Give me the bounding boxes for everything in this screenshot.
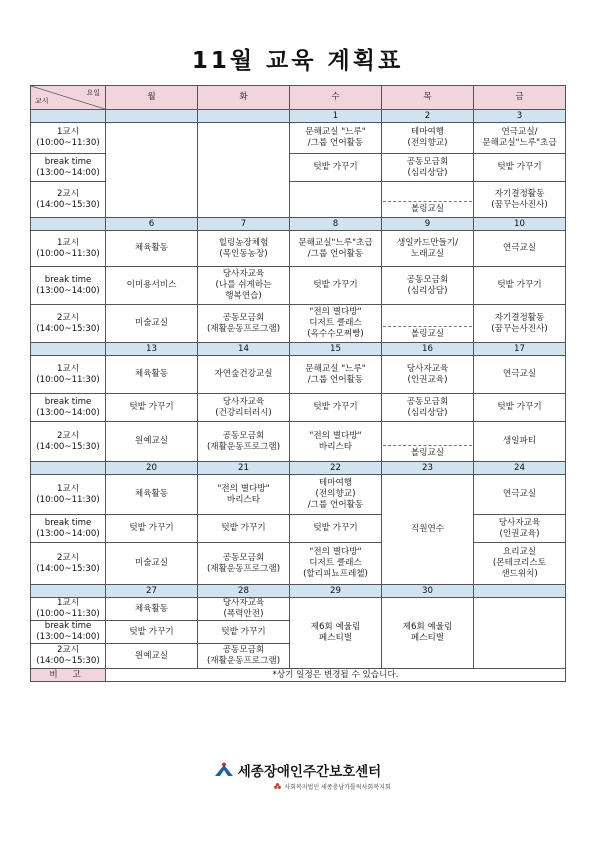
activity-cell: 당사자교육 (폭력안전) <box>198 598 290 621</box>
week3-bt-row <box>31 394 566 422</box>
period-2-label: 2교시 (14:00~15:30) <box>31 543 106 585</box>
day-wed: 수 <box>290 86 382 110</box>
week3-p1-row <box>31 356 566 394</box>
activity-cell: "전의 별다방" 디저트 클래스 (할리피뇨프레첼) <box>290 543 382 585</box>
break-time-label: break time (13:00~14:00) <box>31 394 106 422</box>
org-name: 세종장애인주간보호센터 <box>237 764 382 780</box>
date-cell: 16 <box>382 343 474 356</box>
activity-cell: 생일카드만들기/ 노래교실 <box>382 231 474 267</box>
activity-cell: 연극교실 <box>474 356 566 394</box>
date-cell <box>198 110 290 123</box>
activity-cell: 연극교실 <box>474 231 566 267</box>
page-title: 11월 교육 계획표 <box>191 48 404 74</box>
activity-cell: 텃밭 가꾸기 <box>290 515 382 543</box>
date-cell: 23 <box>382 462 474 475</box>
activity-cell: 텃밭 가꾸기 <box>474 154 566 182</box>
note-label: 비 고 <box>31 669 106 682</box>
date-blank <box>31 585 106 598</box>
activity-cell: 원예교실 <box>106 644 198 669</box>
activity-cell: 요리교실 (몬테크리스토 샌드위치) <box>474 543 566 585</box>
date-cell: 2 <box>382 110 474 123</box>
gyosi-label: 교시 <box>35 97 49 105</box>
period-2-label: 2교시 (14:00~15:30) <box>31 182 106 218</box>
schedule-table <box>30 85 566 682</box>
activity-cell: 테마여행 (전의향교) /그룹 언어활동 <box>290 475 382 515</box>
activity-cell: 체육활동 <box>106 231 198 267</box>
week4-bt-row <box>31 515 566 543</box>
week2-p2-row <box>31 305 566 343</box>
activity-cell: 자기결정활동 (꿈꾸는사진사) <box>474 305 566 343</box>
period-1-label: 1교시 (10:00~11:30) <box>31 123 106 154</box>
sub-org-row <box>70 782 595 791</box>
week5-p1-row <box>31 598 566 621</box>
break-time-label: break time (13:00~14:00) <box>31 515 106 543</box>
activity-cell: 당사자교육 (인권교육) <box>382 356 474 394</box>
activity-cell: 제6회 예울림 페스티벌 <box>290 598 382 669</box>
activity-cell: "전의 별다방" 디저트 클래스 (옥수수모찌빵) <box>290 305 382 343</box>
activity-cell <box>290 182 382 218</box>
sub-org-name: 사회복지법인 세종충남가톨릭사회복지회 <box>284 784 391 791</box>
activity-cell: 당사자교육 (나를 쉬게하는 행복연습) <box>198 267 290 305</box>
activity-cell: 당사자교육 (건강리터러시) <box>198 394 290 422</box>
week2-date-row <box>31 218 566 231</box>
period-2-label: 2교시 (14:00~15:30) <box>31 305 106 343</box>
yoil-label: 요일 <box>86 89 100 97</box>
sejong-center-logo-icon <box>214 762 234 778</box>
activity-cell: 텃밭 가꾸기 <box>474 394 566 422</box>
flower-emblem-icon <box>274 783 281 790</box>
date-cell: 3 <box>474 110 566 123</box>
date-cell: 14 <box>198 343 290 356</box>
activity-cell: 체육활동 <box>106 356 198 394</box>
week1-date-row <box>31 110 566 123</box>
activity-cell: 연극교실/ 문해교실"느루"초급 <box>474 123 566 154</box>
activity-cell: 미술교실 <box>106 305 198 343</box>
week5-date-row <box>31 585 566 598</box>
split-top <box>383 182 472 202</box>
activity-cell: 공동모금회 (재활운동프로그램) <box>198 644 290 669</box>
split-bottom: 볼링교실 <box>410 204 445 214</box>
activity-cell: 텃밭 가꾸기 <box>474 267 566 305</box>
date-blank <box>31 462 106 475</box>
period-1-label: 1교시 (10:00~11:30) <box>31 475 106 515</box>
break-time-label: break time (13:00~14:00) <box>31 621 106 644</box>
activity-cell: 힐링농장체험 (목인동농장) <box>198 231 290 267</box>
activity-cell: 자기결정활동 (꿈꾸는사진사) <box>474 182 566 218</box>
activity-cell: 생일파티 <box>474 422 566 462</box>
activity-cell: 텃밭 가꾸기 <box>198 515 290 543</box>
activity-cell: 제6회 예울림 페스티벌 <box>382 598 474 669</box>
activity-cell: 체육활동 <box>106 598 198 621</box>
header-row <box>31 86 566 110</box>
date-cell: 27 <box>106 585 198 598</box>
activity-cell: 연극교실 <box>474 475 566 515</box>
date-cell: 9 <box>382 218 474 231</box>
activity-cell <box>106 123 198 218</box>
activity-cell: 체육활동 <box>106 475 198 515</box>
activity-cell: 공동모금회 (재활운동프로그램) <box>198 422 290 462</box>
date-cell: 21 <box>198 462 290 475</box>
activity-cell: 공동모금회 (재활운동프로그램) <box>198 543 290 585</box>
week2-bt-row <box>31 267 566 305</box>
date-blank <box>31 110 106 123</box>
day-thu: 목 <box>382 86 474 110</box>
week4-date-row <box>31 462 566 475</box>
activity-cell: 공동모금회 (심리상담) <box>382 267 474 305</box>
date-cell: 13 <box>106 343 198 356</box>
week3-p2-row <box>31 422 566 462</box>
activity-cell: 공동모금회 (심리상담) <box>382 154 474 182</box>
activity-cell: 문해교실 "느루" /그룹 언어활동 <box>290 356 382 394</box>
date-blank <box>31 343 106 356</box>
date-cell: 15 <box>290 343 382 356</box>
activity-cell: 미술교실 <box>106 543 198 585</box>
week2-p1-row <box>31 231 566 267</box>
activity-cell: 원예교실 <box>106 422 198 462</box>
activity-cell: 당사자교육 (인권교육) <box>474 515 566 543</box>
split-top <box>383 305 472 327</box>
date-cell: 8 <box>290 218 382 231</box>
date-cell: 30 <box>382 585 474 598</box>
activity-cell: 이미용서비스 <box>106 267 198 305</box>
day-mon: 월 <box>106 86 198 110</box>
activity-cell: 텃밭 가꾸기 <box>290 267 382 305</box>
date-cell: 20 <box>106 462 198 475</box>
week4-p1-row <box>31 475 566 515</box>
period-2-label: 2교시 (14:00~15:30) <box>31 422 106 462</box>
corner-cell <box>31 86 106 110</box>
activity-cell: 텃밭 가꾸기 <box>198 621 290 644</box>
break-time-label: break time (13:00~14:00) <box>31 267 106 305</box>
date-blank <box>31 218 106 231</box>
week1-p1-row <box>31 123 566 154</box>
date-cell: 10 <box>474 218 566 231</box>
date-cell: 6 <box>106 218 198 231</box>
date-cell: 17 <box>474 343 566 356</box>
activity-cell: 텃밭 가꾸기 <box>290 394 382 422</box>
day-fri: 금 <box>474 86 566 110</box>
period-1-label: 1교시 (10:00~11:30) <box>31 356 106 394</box>
activity-cell: 텃밭 가꾸기 <box>290 154 382 182</box>
footer <box>0 760 595 791</box>
date-cell: 1 <box>290 110 382 123</box>
note-row <box>31 669 566 682</box>
activity-cell: 자연숲건강교실 <box>198 356 290 394</box>
activity-cell: 공동모금회 (재활운동프로그램) <box>198 305 290 343</box>
activity-cell-split <box>382 182 474 218</box>
org-row <box>0 760 595 780</box>
date-cell: 28 <box>198 585 290 598</box>
split-bottom: 볼링교실 <box>410 448 445 458</box>
date-cell: 24 <box>474 462 566 475</box>
activity-cell-split <box>382 422 474 462</box>
date-cell <box>474 585 566 598</box>
note-text: *상기 일정은 변경될 수 있습니다. <box>106 669 566 682</box>
week3-date-row <box>31 343 566 356</box>
activity-cell: 문해교실 "느루" /그룹 언어활동 <box>290 123 382 154</box>
activity-cell <box>474 598 566 669</box>
activity-cell: "전의 별다방" 바리스타 <box>290 422 382 462</box>
break-time-label: break time (13:00~14:00) <box>31 154 106 182</box>
date-cell: 29 <box>290 585 382 598</box>
period-1-label: 1교시 (10:00~11:30) <box>31 231 106 267</box>
date-cell <box>106 110 198 123</box>
activity-cell: 텃밭 가꾸기 <box>106 621 198 644</box>
activity-cell: 텃밭 가꾸기 <box>106 394 198 422</box>
split-top <box>383 422 472 446</box>
week4-p2-row <box>31 543 566 585</box>
activity-cell: 텃밭 가꾸기 <box>106 515 198 543</box>
activity-cell: 테마여행 (전의향교) <box>382 123 474 154</box>
activity-cell: "전의 별다방" 바리스타 <box>198 475 290 515</box>
activity-cell: 문해교실"느루"초급 /그룹 언어활동 <box>290 231 382 267</box>
activity-cell <box>198 123 290 218</box>
period-2-label: 2교시 (14:00~15:30) <box>31 644 106 669</box>
period-1-label: 1교시 (10:00~11:30) <box>31 598 106 621</box>
split-bottom: 볼링교실 <box>410 329 445 339</box>
activity-cell: 직원연수 <box>382 475 474 585</box>
date-cell: 7 <box>198 218 290 231</box>
activity-cell: 공동모금회 (심리상담) <box>382 394 474 422</box>
activity-cell-split <box>382 305 474 343</box>
date-cell: 22 <box>290 462 382 475</box>
day-tue: 화 <box>198 86 290 110</box>
